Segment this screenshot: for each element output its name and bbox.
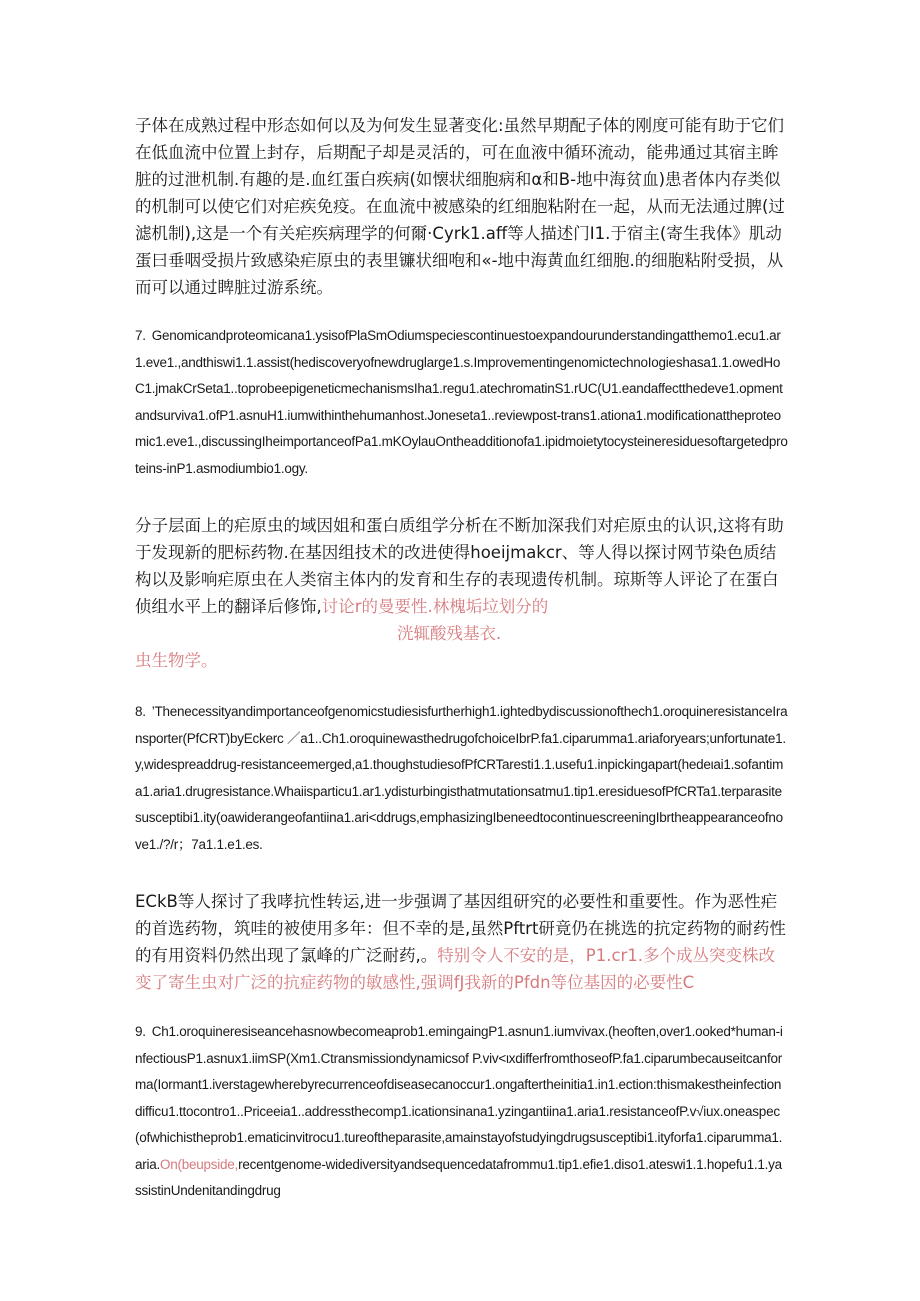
paragraph-zh-7 xyxy=(135,512,788,674)
highlight-text: 特别令人不安的是，P1.cr1.多个成丛突变株改变了寄生虫对广泛的抗症药物的敏感性,强调fJ我新的Pfdn等位基因的必要性C xyxy=(135,946,776,992)
highlight-text: 虫生物学。 xyxy=(135,651,218,670)
highlight-text: 洸辄酸残基衣. xyxy=(397,624,502,643)
paragraph-number: 7. xyxy=(135,328,146,343)
highlight-text: 讨论r的曼要性.林槐垢垃划分的 xyxy=(321,597,549,616)
paragraph-zh-8 xyxy=(135,888,788,996)
highlight-text: On(beupside, xyxy=(160,1156,239,1172)
paragraph-number: 9. xyxy=(135,1024,146,1039)
paragraph-en-9 xyxy=(135,1019,788,1205)
paragraph-en-7-text: Genomicandproteomicana1.ysisofPlaSmOdiumspeciescontinuestoexpandourunderstandingatthemo1.ecu1.ar1.eve1.,andthiswi1.1.assist(hediscoveryofnewdruglarge1.s.ImprovementingenomictechnoIogieshasa1.1.owedHoC1.jmakCrSeta1..toprobeepigeneticmechanismsIha1.regu1.atechromatinS1.rUC(U1.eandaffectthedeve1.opmentandsurviva1.ofP1.asnuH1.iumwithinthehumanhost.Joneseta1..reviewpost-trans1.ationa1.modificationattheproteomic1.eve1.,discussingIheimportanceofPa1.mKOylauOntheadditionofa1.ipidmoietytocysteineresiduesoftargetedproteins-inP1.asmodiumbio1.ogy. xyxy=(135,328,788,476)
paragraph-en-9-text: Ch1.oroquineresiseancehasnowbecomeaprob1.emingaingP1.asnun1.iumvivax.(heoften,over1.ooked*human-infectiousP1.asnux1.iimSP(Xm1.Ctransmissiondynamicsof P.viv<ιxdifferfromthoseofP.fa1.ciparumbecauseitcanforma(Iormant1.iverstagewherebyrecurrenceofdiseasecanoccur1.ongaftertheinitia1.in1.ection:thismakestheinfectiondifficu1.ttocontro1..Priceeia1..addressthecomp1.icationsinana1.yzingantiina1.aria1.resistanceofP.v√iux.oneaspec(ofwhichistheprob1.ematicinvitrocu1.tureoftheparasite,amainstayofstudyingdrugsusceptibi1.ityforfa1.ciparumma1.aria. xyxy=(135,1024,783,1172)
paragraph-en-8 xyxy=(135,699,788,858)
paragraph-zh-intro: 子体在成熟过程中形态如何以及为何发生显著变化:虽然早期配子体的刚度可能有助于它们在低血流中位置上封存，后期配子却是灵活的，可在血液中循环流动，能弗通过其宿主眸脏的过泄机制.有趣的是.血红蛋白疾病(如懐状细胞病和α和B-地中海贫血)患者体内存类似的机制可以使它们对疟疾免疫。在血流中被感染的红细胞粘附在一起，从而无法通过脾(过滤机制),这是一个有关疟疾病理学的何爾·Cyrk1.aff等人描述门I1.于宿主(寄生我体》肌动蛋曰垂咽受损片致感染疟原虫的表里镰状细咆和«-地中海黄血红细胞.的细胞粘附受损，从而可以通过睥脏过游系统。 xyxy=(135,116,785,297)
paragraph-en-7 xyxy=(135,323,788,482)
paragraph-en-9-text-cont: recentgenome-widediversityandsequencedatafrommu1.tip1.efie1.diso1.ateswi1.1.hopefu1.1.yassistinUndenitandingdrug xyxy=(135,1156,782,1198)
paragraph-zh-7-text: 分子层面上的疟原虫的域因姐和蛋白质组学分析在不断加深我们对疟原虫的认识,这将有助于发现新的肥标药物.在基因组技术的改进使得hoeijmakcr、等人得以探讨网节染色质结构以及影响疟原虫在人类宿主体内的发育和生存的表现遗传机制。琼斯等人评论了在蛋白侦组水平上的翻译后修饰, xyxy=(135,516,784,616)
paragraph-number: 8. xyxy=(135,704,146,719)
paragraph-en-8-text: ’Thenecessityandimportanceofgenomicstudiesisfurtherhigh1.ightedbydiscussionofthech1.oroquineresistanceIransporter(PfCRT)byEckerc ／a1..Ch1.oroquinewasthedrugofchoiceIbrP.fa1.ciparumma1.ariaforyears;unfortunate1.y,widespreaddrug-resistanceemerged,a1.thoughstudiesofPfCRTaresti1.1.usefu1.inpickingapart(hedeιai1.sofantima1.aria1.drugresistance.Whaiisparticu1.ar1.ydisturbingisthatmutationsatmu1.tip1.eresiduesofPfCRTa1.terparasitesusceptibi1.ity(oawiderangeofantiina1.ari<ddrugs,emphasizingIbeneedtocontinuescreeningIbrtheappearanceofnove1./?/r；7a1.1.e1.es. xyxy=(135,704,788,852)
paragraph-zh-8-text: ECkB等人探讨了我哮抗性转运,进一步强调了基因组研究的必要性和重要性。作为恶性疟的首选药物，筑哇的被使用多年：但不幸的是,虽然Pftrt研竟仍在挑选的抗定药物的耐药性的有用资料仍然出现了氯峰的广泛耐药,。 xyxy=(135,892,786,965)
